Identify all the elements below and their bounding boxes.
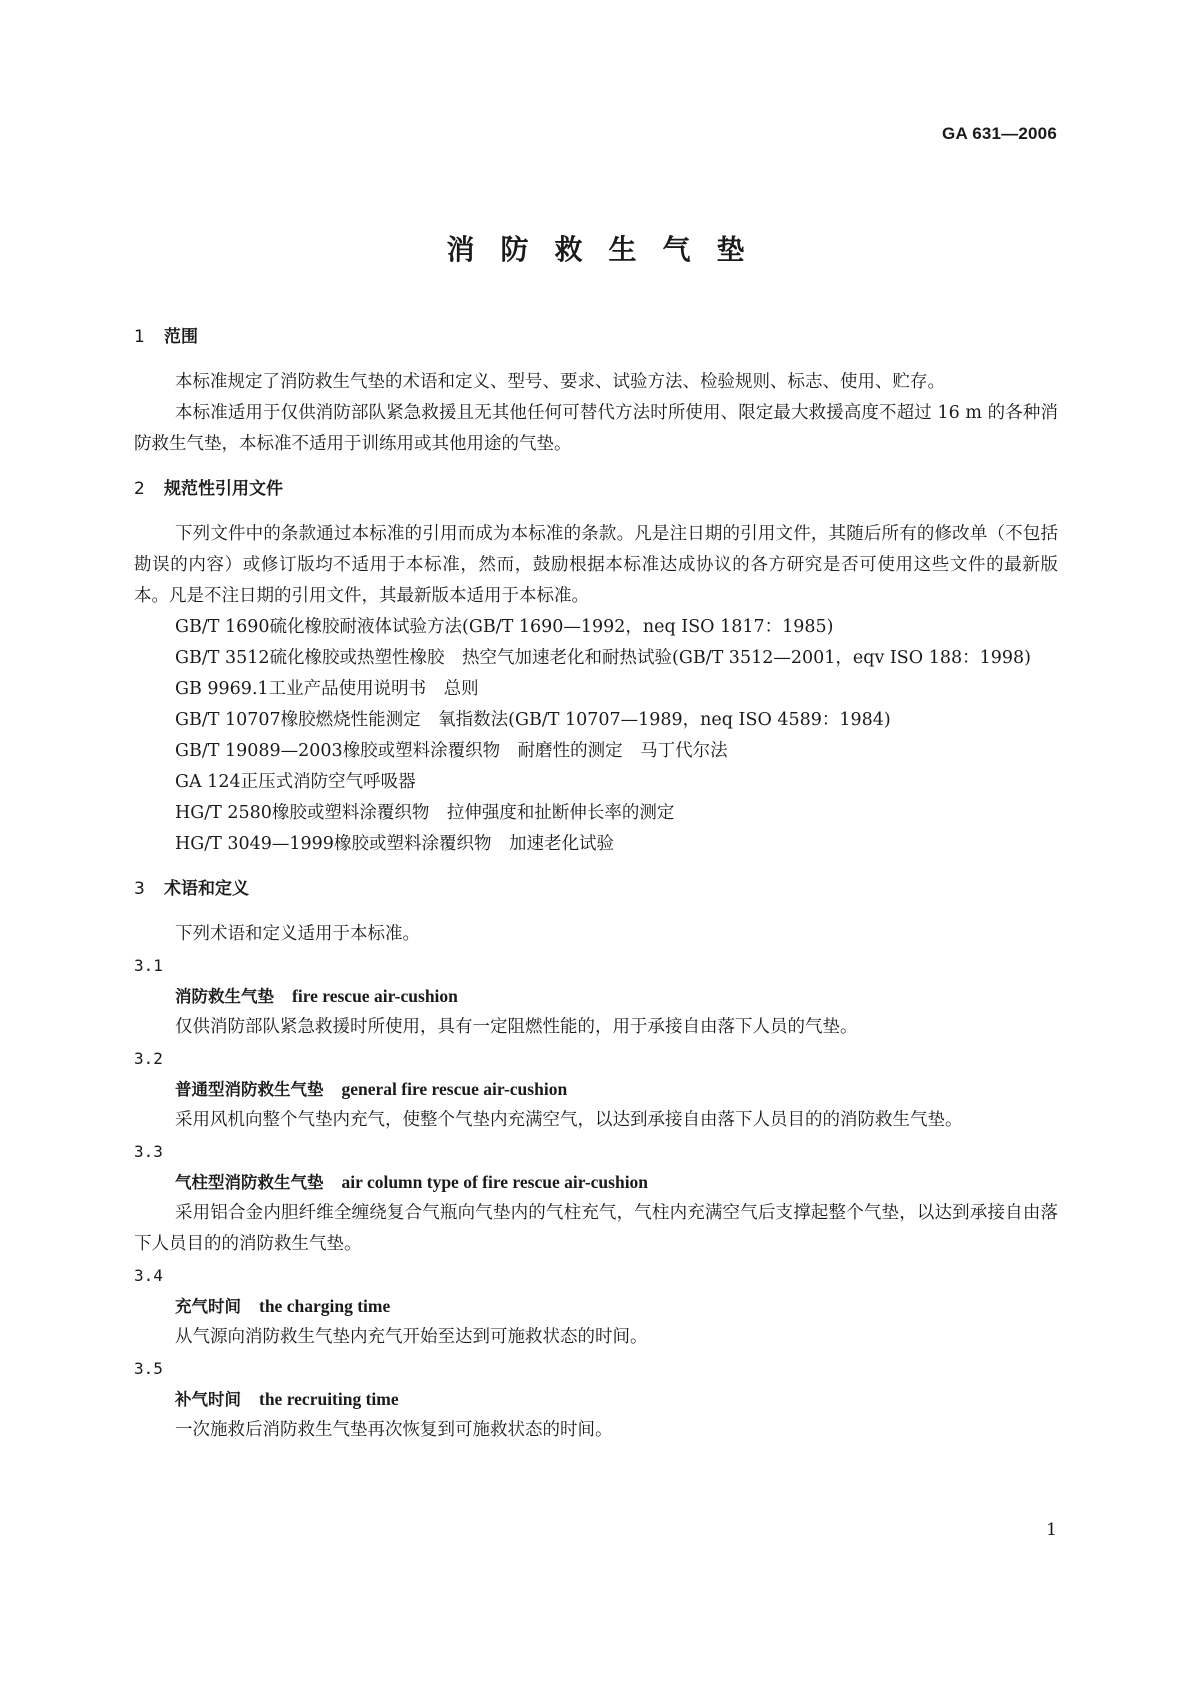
section-heading-normative-references	[134, 474, 1058, 505]
reference-title: 硫化橡胶耐液体试验方法(GB/T 1690—1992，neq ISO 1817：1985)	[269, 617, 834, 637]
clause-number: 3.1	[134, 956, 163, 975]
reference-item	[134, 705, 1058, 736]
reference-title: 工业产品使用说明书 总则	[268, 679, 479, 699]
reference-title: 硫化橡胶或热塑性橡胶 热空气加速老化和耐热试验(GB/T 3512—2001，eqv ISO 188：1998)	[269, 648, 1031, 668]
term-en: the recruiting time	[259, 1389, 399, 1409]
reference-code: GB/T 1690	[175, 617, 270, 637]
section-heading-scope	[134, 322, 1058, 353]
term-heading	[134, 1384, 1058, 1415]
reference-code: HG/T 3049—1999	[175, 834, 334, 854]
reference-code: GB/T 10707	[175, 710, 281, 730]
term-definition: 采用风机向整个气垫内充气，使整个气垫内充满空气，以达到承接自由落下人员目的的消防救生气垫。	[175, 1110, 963, 1130]
term-en: general fire rescue air-cushion	[341, 1079, 568, 1099]
paragraph: 下列文件中的条款通过本标准的引用而成为本标准的条款。凡是注日期的引用文件，其随后所有的修改单（不包括勘误的内容）或修订版均不适用于本标准，然而，鼓励根据本标准达成协议的各方研究是否可使用这些文件的最新版本。凡是不注日期的引用文件，其最新版本适用于本标准。	[134, 524, 1058, 606]
reference-title: 橡胶或塑料涂覆织物 耐磨性的测定 马丁代尔法	[342, 741, 728, 761]
clause-number: 3.5	[134, 1359, 163, 1378]
term-heading	[134, 981, 1058, 1012]
term-en: fire rescue air-cushion	[292, 986, 458, 1006]
term-definition: 从气源向消防救生气垫内充气开始至达到可施救状态的时间。	[175, 1327, 648, 1347]
reference-item	[134, 767, 1058, 798]
term-heading	[134, 1167, 1058, 1198]
paragraph: 本标准规定了消防救生气垫的术语和定义、型号、要求、试验方法、检验规则、标志、使用、贮存。	[175, 372, 945, 392]
reference-code: GB/T 3512	[175, 648, 270, 668]
reference-item	[134, 643, 1058, 674]
standard-code: GA 631—2006	[942, 124, 1057, 143]
page-title: 消防救生气垫	[446, 233, 771, 266]
paragraph: 本标准适用于仅供消防部队紧急救援且无其他任何可替代方法时所使用、限定最大救援高度不超过 16 m 的各种消防救生气垫，本标准不适用于训练用或其他用途的气垫。	[134, 403, 1058, 454]
reference-code: GA 124	[175, 772, 241, 792]
term-zh: 普通型消防救生气垫	[175, 1080, 324, 1099]
reference-item	[134, 612, 1058, 643]
reference-code: GB/T 19089—2003	[175, 741, 343, 761]
reference-title: 橡胶或塑料涂覆织物 拉伸强度和扯断伸长率的测定	[271, 803, 675, 823]
term-zh: 消防救生气垫	[175, 987, 274, 1006]
reference-item	[134, 798, 1058, 829]
clause-number: 3.3	[134, 1142, 163, 1161]
clause-number: 3.2	[134, 1049, 163, 1068]
term-definition: 仅供消防部队紧急救援时所使用，具有一定阻燃性能的，用于承接自由落下人员的气垫。	[175, 1017, 858, 1037]
reference-code: HG/T 2580	[175, 803, 272, 823]
clause-number: 3.4	[134, 1266, 163, 1285]
document-body	[134, 322, 1058, 1446]
section-title: 范围	[164, 327, 198, 347]
term-zh: 充气时间	[175, 1297, 241, 1316]
term-zh: 补气时间	[175, 1390, 241, 1409]
section-title: 术语和定义	[164, 879, 249, 899]
section-title: 规范性引用文件	[164, 479, 283, 499]
term-en: the charging time	[259, 1296, 391, 1316]
reference-title: 橡胶燃烧性能测定 氧指数法(GB/T 10707—1989，neq ISO 4589：1984)	[280, 710, 891, 730]
reference-code: GB 9969.1	[175, 679, 269, 699]
reference-item	[134, 736, 1058, 767]
term-heading	[134, 1291, 1058, 1322]
section-number: 2	[134, 479, 145, 499]
section-number: 3	[134, 879, 145, 899]
paragraph: 下列术语和定义适用于本标准。	[175, 924, 420, 944]
reference-item	[134, 674, 1058, 705]
reference-title: 橡胶或塑料涂覆织物 加速老化试验	[333, 834, 614, 854]
reference-title: 正压式消防空气呼吸器	[240, 772, 416, 792]
section-heading-terms-and-definitions	[134, 874, 1058, 905]
term-definition: 采用铝合金内胆纤维全缠绕复合气瓶向气垫内的气柱充气，气柱内充满空气后支撑起整个气垫，以达到承接自由落下人员目的的消防救生气垫。	[134, 1203, 1058, 1254]
term-zh: 气柱型消防救生气垫	[175, 1173, 324, 1192]
page-number: 1	[1046, 1520, 1057, 1540]
reference-item	[134, 829, 1058, 860]
term-definition: 一次施救后消防救生气垫再次恢复到可施救状态的时间。	[175, 1420, 613, 1440]
term-en: air column type of fire rescue air-cushion	[341, 1172, 649, 1192]
section-number: 1	[134, 327, 145, 347]
term-heading	[134, 1074, 1058, 1105]
